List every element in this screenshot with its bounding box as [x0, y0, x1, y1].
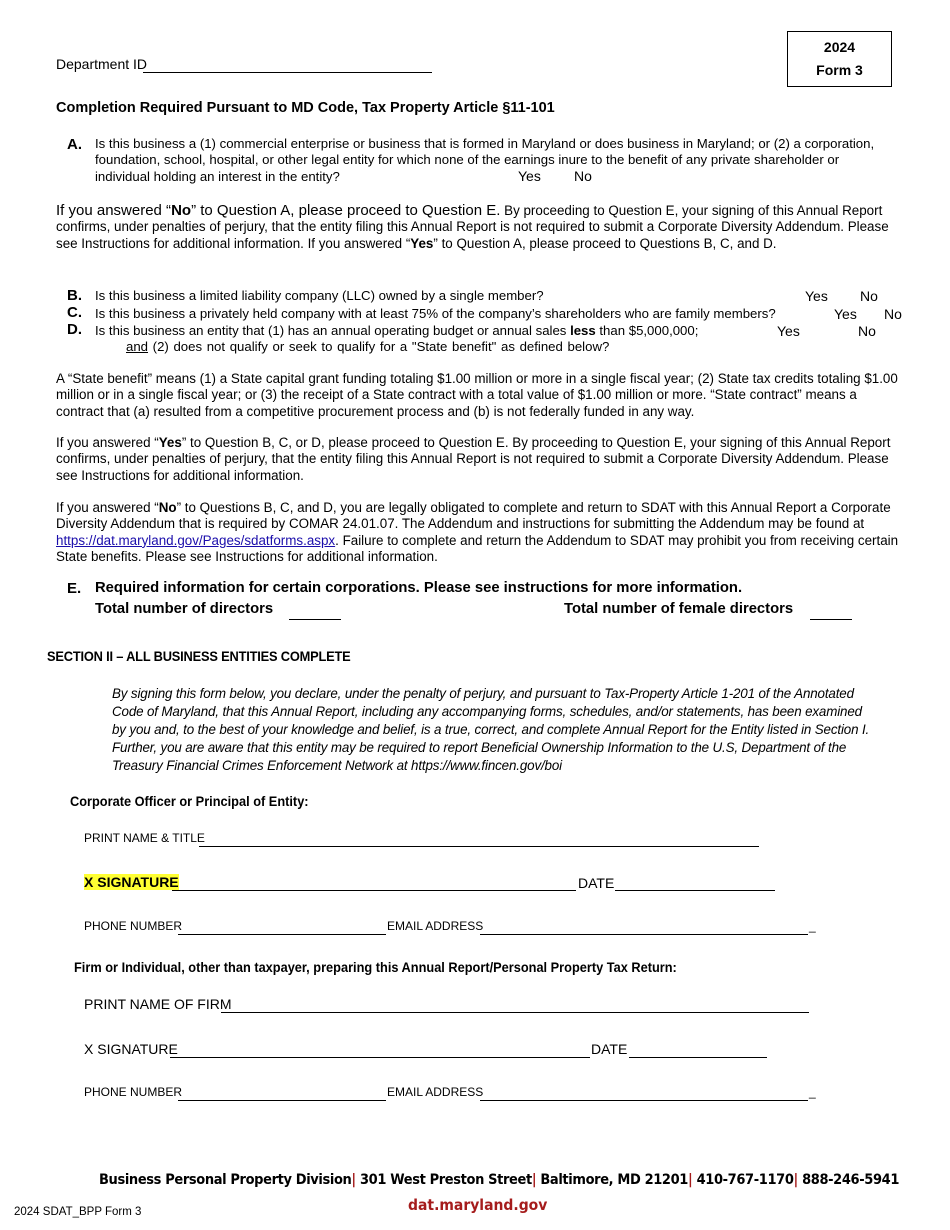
question-a-text [95, 136, 885, 185]
yes-to-bcd-paragraph [56, 435, 896, 484]
question-b-yes[interactable]: Yes [805, 288, 828, 304]
department-id-field[interactable] [143, 56, 432, 73]
question-d-text-bold: less [570, 323, 596, 338]
footer-phone2: 888-246-5941 [802, 1172, 900, 1188]
declaration-text: By signing this form below, you declare, under the penalty of perjury, and pursuant to Tax-Property Article 1-201 of the Annotated Code of Maryland, that this Annual Report, including any accompanying forms, schedules, and/or statements, has been examined by you and, to the best of your knowledge and belief, is a true, correct, and complete Annual Report for the Entity listed in Section I. Further, you are aware that this entity may be required to report Beneficial Ownership Information to the U.S, Department of the Treasury Financial Crimes Enforcement Network at https://www.fincen.gov/boi [112, 686, 870, 773]
signature2-field[interactable] [170, 1041, 590, 1058]
footer-address: 301 West Preston Street [359, 1172, 532, 1188]
question-a-label: Is this business a (1) commercial enterprise or business that is formed in Maryland or does business in Maryland; or (2) a corporation, foundation, school, hospital, or other legal entity for which none of the earnings inure to the benefit of any private shareholder or individual holding an interest in the entity? [95, 136, 875, 184]
date2-label: DATE [591, 1041, 628, 1057]
question-d-line2-rest: (2) does not qualify or seek to qualify for a "State benefit" as defined below? [148, 339, 610, 354]
footer-form-id: 2024 SDAT_BPP Form 3 [14, 1206, 142, 1218]
question-d-yes[interactable]: Yes [777, 323, 800, 339]
para-no-bcd-bold: No [158, 500, 177, 515]
footer-sep: | [531, 1172, 537, 1188]
section2-title: SECTION II – ALL BUSINESS ENTITIES COMPLETE [47, 649, 351, 664]
email2-field[interactable] [480, 1085, 808, 1101]
question-b-no[interactable]: No [860, 288, 878, 304]
department-id-label: Department ID [56, 56, 148, 72]
footer-division: Business Personal Property Division [99, 1172, 352, 1188]
form-id-box [787, 31, 892, 87]
footer-sep: | [688, 1172, 693, 1188]
footer-sep: | [351, 1172, 356, 1188]
para-no-a-rest-1: By proceeding to Question E, your signing of this Annual Report confirms, under penalties of perjury, that the entity filing this Annual Report is not required to submit a Corporate Diversity Addendum. Please see Instructions for additional information. If you answered “ [56, 203, 889, 251]
para-no-a-lead-2: ” to Question A, please proceed to Question E. [191, 202, 501, 219]
form-name: Form 3 [816, 62, 863, 78]
email-tail: _ [809, 919, 816, 933]
question-c-letter: C. [67, 304, 82, 321]
date-label: DATE [578, 875, 615, 891]
question-d-text-2: than $5,000,000; [595, 323, 699, 338]
footer-phone1: 410-767-1170 [696, 1172, 794, 1188]
signature-label: X SIGNATURE [84, 874, 179, 890]
footer-website[interactable]: dat.maryland.gov [408, 1196, 548, 1214]
female-directors-field[interactable] [810, 603, 852, 620]
question-d-and: and [126, 339, 149, 354]
sdat-forms-link[interactable]: https://dat.maryland.gov/Pages/sdatforms.aspx [56, 532, 336, 548]
para-no-bcd-1: If you answered “ [56, 500, 159, 515]
question-d-no[interactable]: No [858, 323, 876, 339]
phone2-field[interactable] [178, 1085, 386, 1101]
signature-field[interactable] [172, 874, 576, 891]
para-no-a-rest-2: ” to Question A, please proceed to Questions B, C, and D. [433, 235, 777, 251]
para-yes-bcd-2: ” to Question B, C, or D, please proceed to Question E. By proceeding to Question E, your signing of this Annual Report confirms, under penalties of perjury, that the entity filing this Annual Report is not required to submit a Corporate Diversity Addendum. Please see Instructions for additional information. [56, 435, 891, 483]
question-d-text-1: Is this business an entity that (1) has an annual operating budget or annual sales [95, 323, 571, 338]
date-field[interactable] [615, 874, 775, 891]
print-name-title-field[interactable] [199, 831, 759, 847]
para-no-a-lead-bold: No [171, 202, 192, 219]
para-yes-bcd-1: If you answered “ [56, 435, 159, 450]
email2-tail: _ [809, 1085, 816, 1099]
question-e-text: Required information for certain corporations. Please see instructions for more information. [95, 580, 743, 596]
email-field[interactable] [480, 919, 808, 935]
phone-field[interactable] [178, 919, 386, 935]
question-c-yes[interactable]: Yes [834, 306, 857, 322]
date2-field[interactable] [629, 1041, 767, 1058]
footer-sep: | [793, 1172, 798, 1188]
no-to-a-lead [56, 202, 500, 219]
print-name-firm-field[interactable] [221, 996, 809, 1013]
preparer-title: Firm or Individual, other than taxpayer, preparing this Annual Report/Personal Property Tax Return: [74, 960, 677, 975]
email2-label: EMAIL ADDRESS [387, 1085, 484, 1099]
question-e-letter: E. [67, 580, 82, 597]
directors-field[interactable] [289, 603, 341, 620]
question-a-letter: A. [67, 136, 82, 153]
officer-title: Corporate Officer or Principal of Entity: [70, 794, 309, 809]
question-a-no[interactable]: No [574, 168, 592, 184]
question-a-yes[interactable]: Yes [518, 168, 541, 184]
question-d-text [95, 323, 698, 339]
para-no-bcd-3: . Failure to complete and return the Addendum to SDAT may prohibit you from receiving certain State benefits. Please see Instructions for additional information. [56, 532, 899, 564]
para-no-a-lead-1: If you answered “ [56, 202, 172, 219]
footer-city: Baltimore, MD 21201 [540, 1172, 689, 1188]
para-no-bcd-2: ” to Questions B, C, and D, you are legally obligated to complete and return to SDAT with this Annual Report a Corporate Diversity Addendum that is required by COMAR 24.01.07. The Addendum and instructions for submitting the Addendum may be found at [56, 500, 891, 532]
directors-label: Total number of directors [95, 601, 274, 617]
footer-contact-line [99, 1172, 899, 1188]
no-to-bcd-paragraph [56, 500, 906, 565]
signature2-label: X SIGNATURE [84, 1041, 178, 1057]
print-name-firm-label: PRINT NAME OF FIRM [84, 996, 232, 1012]
form-year: 2024 [823, 39, 856, 55]
question-b-text: Is this business a limited liability company (LLC) owned by a single member? [95, 288, 544, 303]
no-to-a-paragraph [56, 203, 902, 252]
phone2-label: PHONE NUMBER [84, 1085, 183, 1099]
phone-label: PHONE NUMBER [84, 919, 183, 933]
question-b-letter: B. [67, 287, 82, 304]
question-c-no[interactable]: No [884, 306, 902, 322]
para-yes-bcd-bold: Yes [158, 435, 182, 450]
question-d-letter: D. [67, 321, 82, 338]
print-name-title-label: PRINT NAME & TITLE [84, 831, 205, 845]
email-label: EMAIL ADDRESS [387, 919, 484, 933]
question-d-line2 [126, 339, 609, 355]
question-c-text: Is this business a privately held company with at least 75% of the company’s shareholders who are family members? [95, 306, 776, 321]
female-directors-label: Total number of female directors [564, 601, 794, 617]
para-no-a-rest-bold: Yes [410, 235, 434, 251]
state-benefit-paragraph: A “State benefit” means (1) a State capital grant funding totaling $1.00 million or more in a single fiscal year; (2) State tax credits totaling $1.00 million or in a single fiscal year; or (3) the receipt of a State contract with a total value of $1.00 million or more. “State contract” means a contract that (a) resulted from a competitive procurement process and (b) is not federally funded in any way. [56, 371, 898, 419]
signature-label-highlighted [84, 874, 179, 890]
completion-title: Completion Required Pursuant to MD Code, Tax Property Article §11-101 [56, 100, 555, 116]
